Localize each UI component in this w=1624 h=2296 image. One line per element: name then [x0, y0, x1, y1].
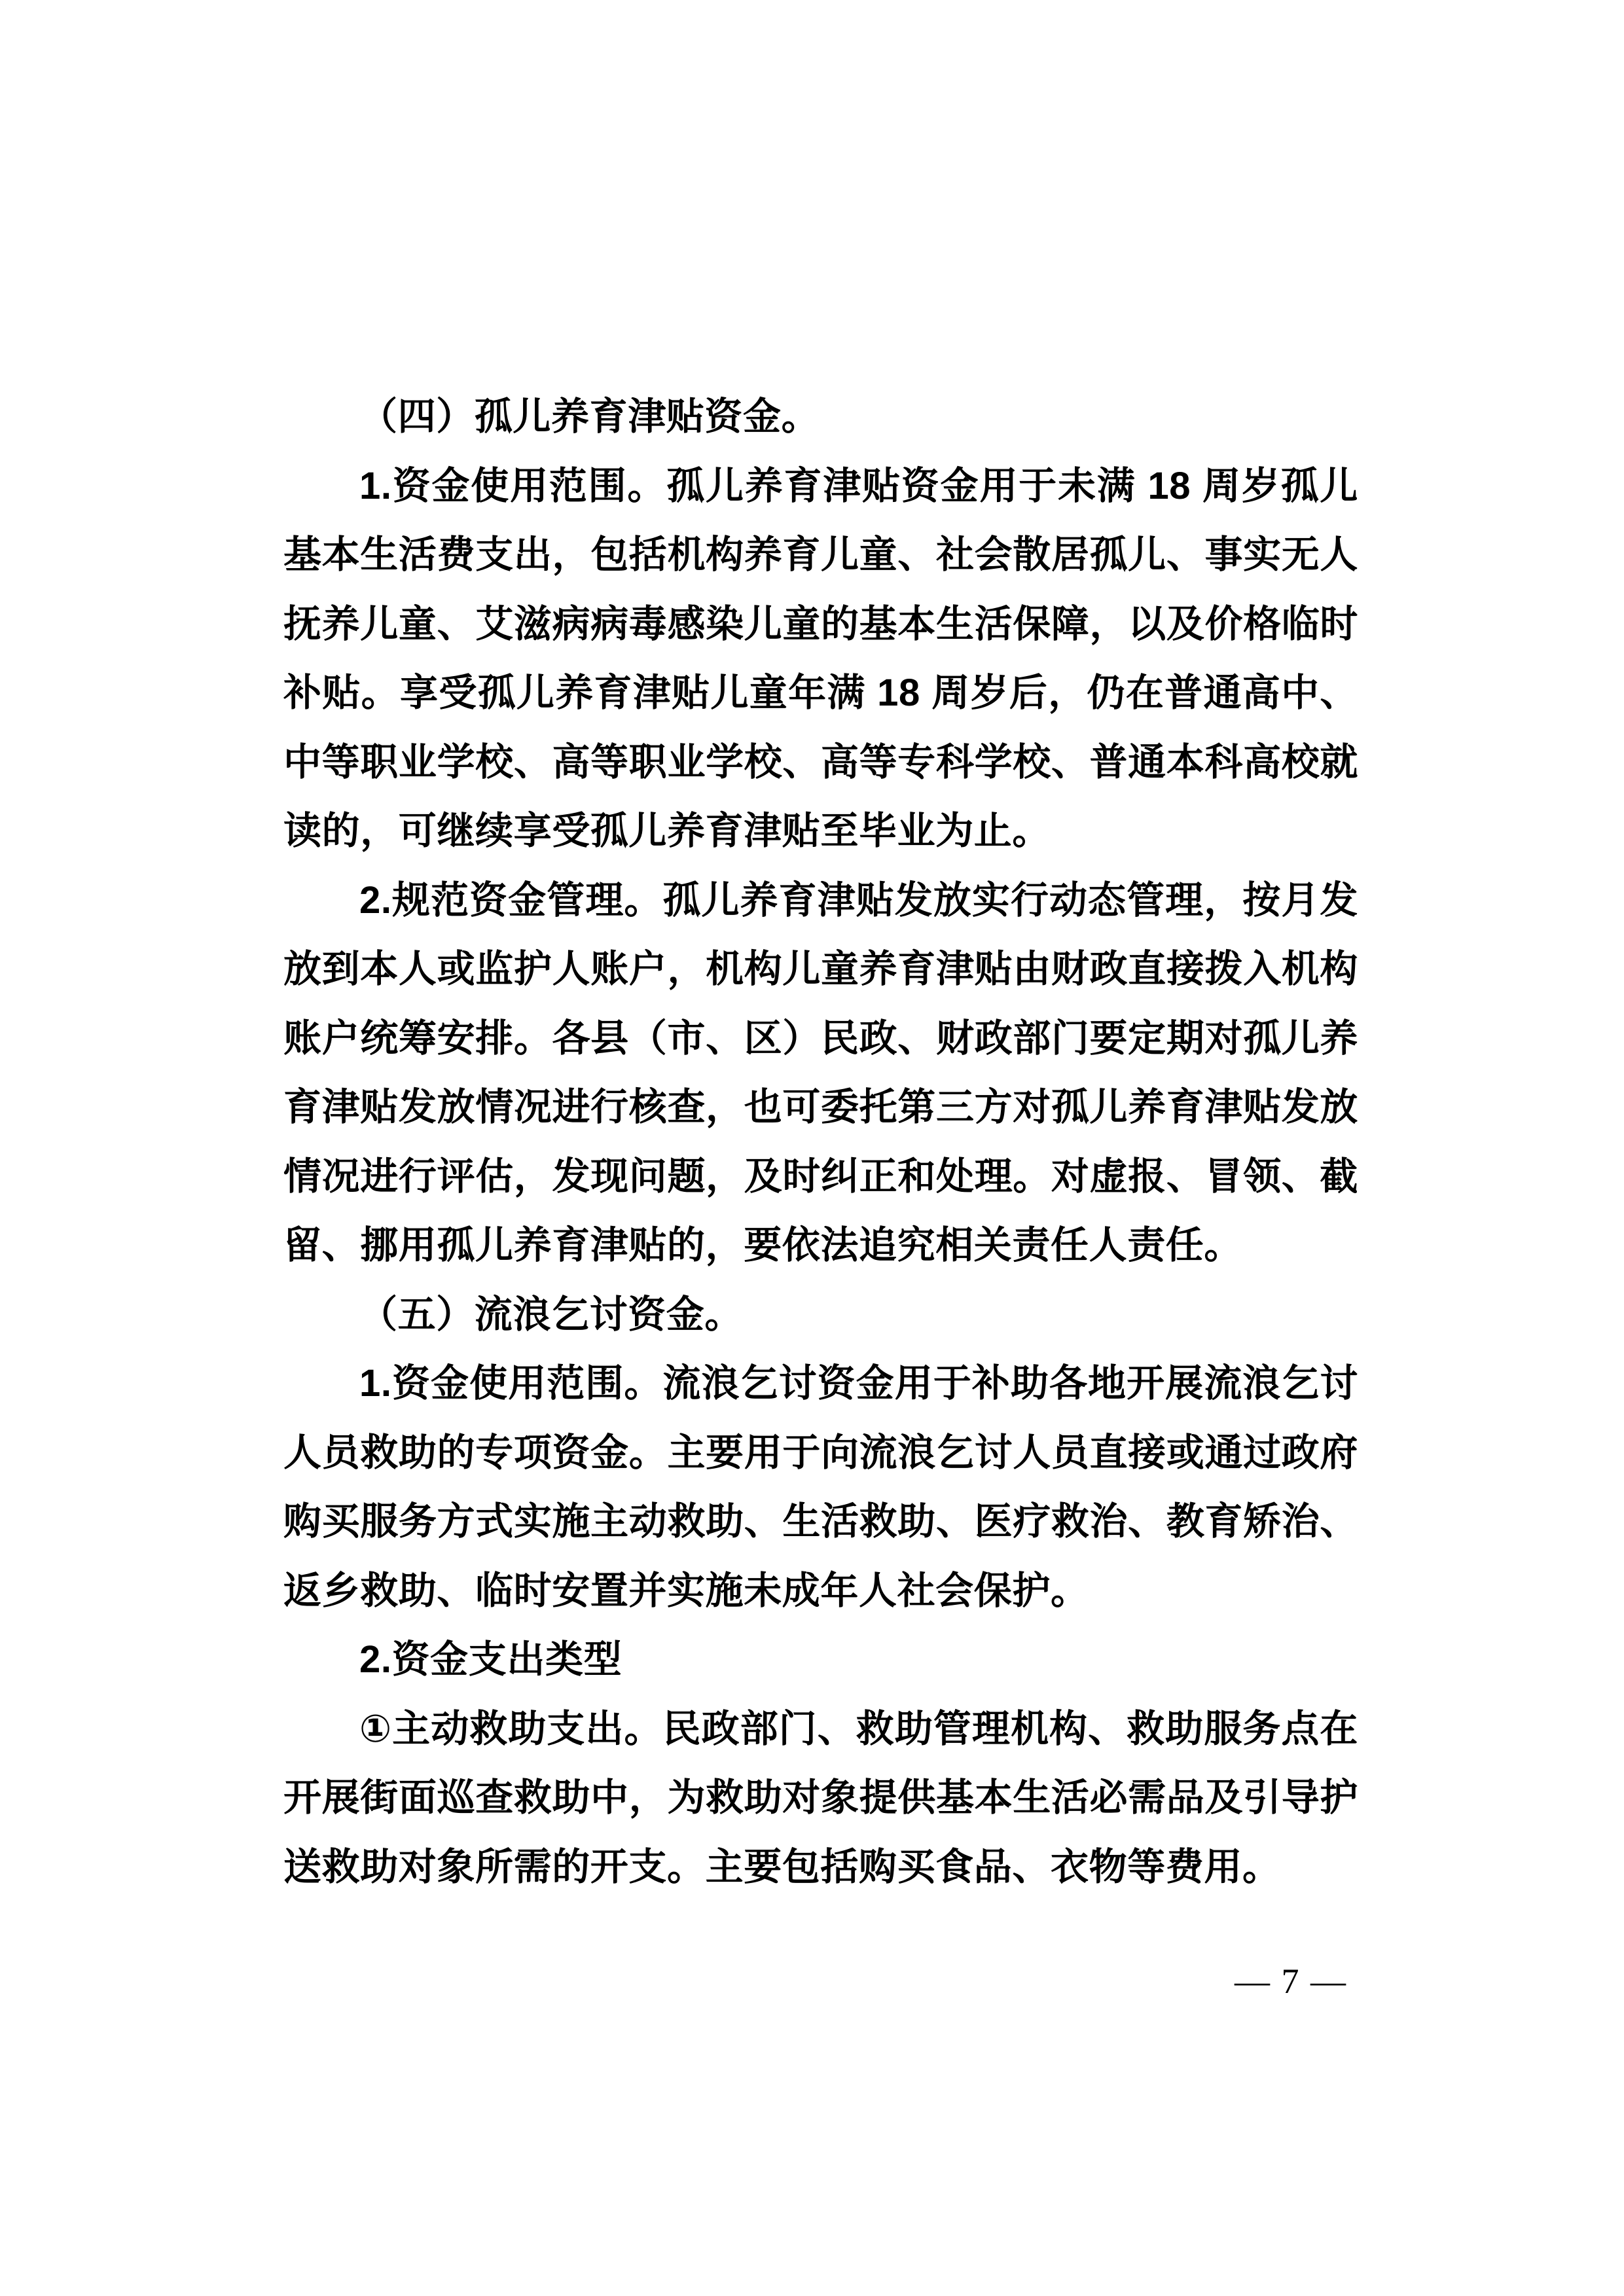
- text-line: 留、挪用孤儿养育津贴的，要依法追究相关责任人责任。: [283, 1224, 1243, 1266]
- text-line: 育津贴发放情况进行核查，也可委托第三方对孤儿养育津贴发放: [283, 1086, 1358, 1128]
- body-text: [283, 382, 1358, 1901]
- text-line: 开展街面巡查救助中，为救助对象提供基本生活必需品及引导护: [283, 1776, 1358, 1819]
- text-line: 账户统筹安排。各县（市、区）民政、财政部门要定期对孤儿养: [283, 1016, 1358, 1060]
- text-line: （四）孤儿养育津贴资金。: [359, 395, 820, 438]
- text-line: 基本生活费支出，包括机构养育儿童、社会散居孤儿、事实无人: [283, 533, 1358, 576]
- text-line: 补贴。享受孤儿养育津贴儿童年满 18 周岁后，仍在普通高中、: [283, 672, 1358, 714]
- text-line: 1.资金使用范围。流浪乞讨资金用于补助各地开展流浪乞讨: [359, 1362, 1358, 1405]
- text-line: 1.资金使用范围。孤儿养育津贴资金用于未满 18 周岁孤儿: [359, 464, 1358, 507]
- text-line: 2.规范资金管理。孤儿养育津贴发放实行动态管理，按月发: [359, 878, 1358, 922]
- text-line: 人员救助的专项资金。主要用于向流浪乞讨人员直接或通过政府: [283, 1431, 1358, 1474]
- text-line: 放到本人或监护人账户，机构儿童养育津贴由财政直接拨入机构: [283, 948, 1358, 990]
- text-line: 购买服务方式实施主动救助、生活救助、医疗救治、教育矫治、: [283, 1500, 1358, 1543]
- text-line: 情况进行评估，发现问题，及时纠正和处理。对虚报、冒领、截: [283, 1155, 1358, 1198]
- text-line: ①主动救助支出。民政部门、救助管理机构、救助服务点在: [359, 1707, 1358, 1750]
- text-line: 读的，可继续享受孤儿养育津贴至毕业为止。: [283, 810, 1051, 852]
- text-line: 送救助对象所需的开支。主要包括购买食品、衣物等费用。: [283, 1845, 1281, 1888]
- text-line: 抚养儿童、艾滋病病毒感染儿童的基本生活保障，以及价格临时: [283, 602, 1358, 645]
- text-line: 返乡救助、临时安置并实施未成年人社会保护。: [283, 1569, 1089, 1612]
- text-line: 2.资金支出类型: [359, 1638, 623, 1681]
- page-number: — 7 —: [1235, 1962, 1347, 2001]
- text-line: （五）流浪乞讨资金。: [359, 1293, 744, 1336]
- text-line: 中等职业学校、高等职业学校、高等专科学校、普通本科高校就: [283, 740, 1358, 783]
